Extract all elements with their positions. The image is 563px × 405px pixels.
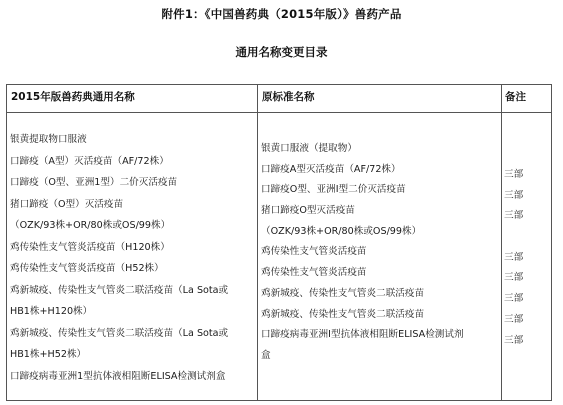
name-change-table [6,84,552,401]
current-name-line: （OZK/93株+OR/80株或OS/99株） [10,220,171,231]
current-name-line: 口蹄疫（A型）灭活疫苗（AF/72株） [10,155,169,167]
remark-line: 三部 [504,334,524,346]
current-name-line: 银黄提取物口服液 [10,134,87,145]
original-name-line: 口蹄疫病毒亚洲Ⅰ型抗体液相阻断ELISA检测试剂 [261,329,464,341]
header-divider [7,112,551,113]
remark-line: 三部 [504,313,524,325]
remark-line: 三部 [504,272,524,284]
current-name-line: HB1株+H120株） [10,306,93,317]
current-name-line: 鸡传染性支气管炎活疫苗（H120株） [10,241,170,253]
remark-line [504,227,549,248]
current-name-line: 口蹄疫病毒亚洲1型抗体液相阻断ELISA检测试剂盒 [10,370,226,382]
current-name-line: 猪口蹄疫（O型）灭活疫苗 [10,198,124,210]
column-divider [501,85,502,400]
remark-column [504,165,549,351]
page-title: 附件1：《中国兽药典（2015年版）》兽药产品 [161,7,402,21]
current-name-line: HB1株+H52株） [10,349,87,360]
original-name-line: 鸡新城疫、传染性支气管炎二联活疫苗 [261,287,425,299]
original-name-line: 鸡传染性支气管炎活疫苗 [261,246,367,258]
current-name-line: 鸡新城疫、传染性支气管炎二联活疫苗（La Sota或 [10,284,229,296]
current-name-line: 鸡传染性支气管炎活疫苗（H52株） [10,263,164,274]
remark-line: 三部 [504,251,524,263]
remark-line: 三部 [504,169,524,180]
original-name-line: 口蹄疫A型灭活疫苗（AF/72株） [261,163,401,175]
remark-line: 三部 [504,210,524,222]
original-name-line: 盒 [261,349,271,361]
header-original-name: 原标准名称 [262,91,315,103]
original-name-line: 鸡传染性支气管炎活疫苗 [261,267,367,279]
current-name-line: 口蹄疫（O型、亚洲1型）二价灭活疫苗 [10,177,178,188]
original-name-line: 猪口蹄疫O型灭活疫苗 [261,205,355,217]
original-name-line: 口蹄疫O型、亚洲Ⅰ型二价灭活疫苗 [261,184,406,196]
original-name-line: 鸡新城疫、传染性支气管炎二联活疫苗 [261,308,425,320]
remark-line: 三部 [504,293,524,305]
page-subtitle: 通用名称变更目录 [235,45,328,59]
original-name-line: （OZK/93株+OR/80株或OS/99株） [261,225,422,237]
current-name-column [10,129,258,387]
header-remark: 备注 [505,91,526,103]
header-current-name: 2015年版兽药典通用名称 [11,91,135,103]
original-name-column [261,139,501,367]
remark-line: 三部 [504,189,524,201]
current-name-line: 鸡新城疫、传染性支气管炎二联活疫苗（La Sota或 [10,327,229,339]
original-name-line: 银黄口服液（提取物） [261,143,357,154]
